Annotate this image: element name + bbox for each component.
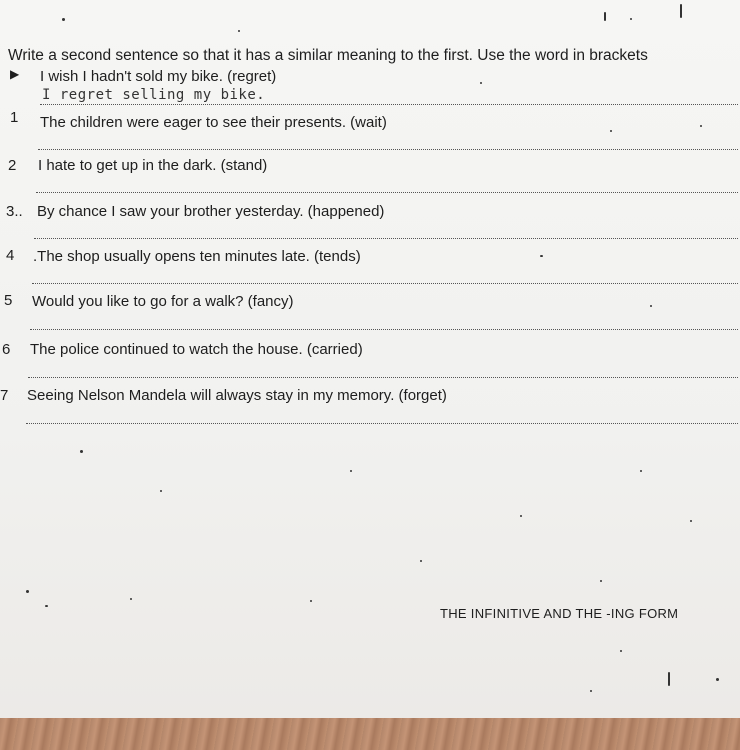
item-sentence: By chance I saw your brother yesterday. (happened) — [37, 203, 385, 220]
answer-line — [26, 423, 738, 424]
answer-line — [30, 329, 738, 330]
item-number: 5 — [4, 292, 13, 309]
item-sentence: Seeing Nelson Mandela will always stay in my memory. (forget) — [27, 387, 447, 404]
example-answer-line — [40, 104, 738, 105]
answer-line — [34, 238, 738, 239]
item-sentence: The police continued to watch the house. (carried) — [30, 341, 363, 358]
item-sentence: .The shop usually opens ten minutes late. (tends) — [33, 248, 361, 265]
item-sentence: I hate to get up in the dark. (stand) — [38, 157, 268, 174]
item-sentence: The children were eager to see their presents. (wait) — [40, 114, 387, 131]
item-number: 1 — [10, 109, 19, 126]
table-surface — [0, 718, 740, 750]
item-number: 6 — [2, 341, 11, 358]
item-sentence: Would you like to go for a walk? (fancy) — [32, 293, 294, 310]
answer-line — [38, 149, 738, 150]
example-sentence: I wish I hadn't sold my bike. (regret) — [40, 68, 277, 85]
item-number: 2 — [8, 157, 17, 174]
answer-line — [28, 377, 738, 378]
section-footer: THE INFINITIVE AND THE -ING FORM — [440, 606, 679, 621]
answer-line — [36, 192, 738, 193]
example-marker: ▶ — [10, 67, 20, 81]
item-number: 3.. — [6, 203, 23, 220]
instruction-text: Write a second sentence so that it has a similar meaning to the first. Use the word in brackets — [8, 47, 648, 64]
item-number: 4 — [6, 247, 15, 264]
answer-line — [32, 283, 738, 284]
example-answer: I regret selling my bike. — [42, 87, 266, 103]
item-number: 7 — [0, 387, 9, 404]
